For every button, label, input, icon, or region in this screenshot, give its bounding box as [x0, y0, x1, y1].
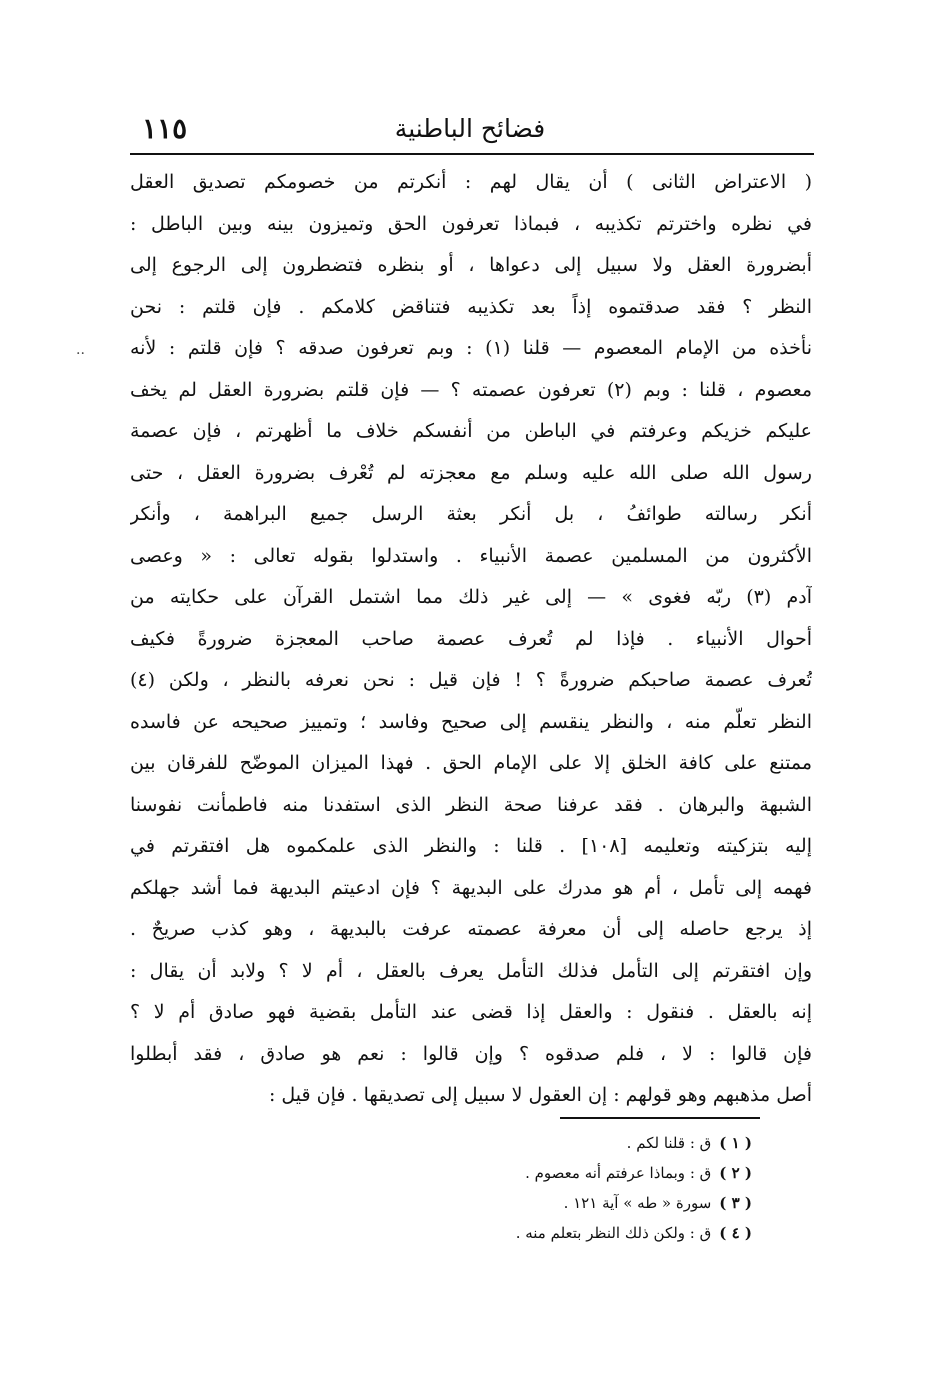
- text-line: أحوال الأنبياء . فإذا لم تُعرف عصمة صاحب المعجزة ضرورةً فكيف: [130, 627, 812, 650]
- footnote-mark: ( ٢ ): [719, 1164, 752, 1182]
- text-line: أنكر رسالته طوائفُ ، بل أنكر بعثة الرسل جميع البراهمة ، وأنكر: [130, 503, 812, 525]
- text-line: الشبهة والبرهان . فقد عرفنا صحة النظر الذى استفدنا منه فاطمأنت نفوسنا: [130, 793, 812, 816]
- text-line: إذ يرجع حاصله إلى أن معرفة عصمته عرفت بالبديهة ، وهو كذب صريحٌ .: [130, 918, 812, 940]
- text-line: الأكثرون من المسلمين عصمة الأنبياء . واستدلوا بقوله تعالى : « وعصى: [130, 544, 812, 567]
- page-header: [130, 110, 810, 152]
- text-line: النظر تعلّم منه ، والنظر ينقسم إلى صحيح وفاسد ؛ وتمييز صحيحه عن فاسده: [130, 710, 812, 733]
- main-text: [130, 162, 812, 1117]
- text-line: فإن قالوا : لا ، فلم صدقوه ؟ وإن قالوا : نعم هو صادق ، فقد أبطلوا: [130, 1042, 812, 1065]
- text-line: تُعرف عصمة صاحبكم ضرورةً ؟ ! فإن قيل : نحن نعرفه بالنظر ، ولكن (٤): [130, 669, 812, 691]
- footnote-text: ق : ولكن ذلك النظر بتعلم منه .: [515, 1224, 712, 1242]
- text-line: إنه بالعقل . فنقول : والعقل إذا قضى عند التأمل بقضية فهو صادق أم لا ؟: [130, 1001, 812, 1023]
- margin-mark: ..: [76, 342, 85, 358]
- text-line: نأخذه من الإمام المعصوم — قلنا (١) : وبم تعرفون صدقه ؟ فإن قلتم : لأنه: [130, 337, 812, 359]
- page-number: ١١٥: [142, 112, 188, 145]
- footnote-text: ق : قلنا لكم .: [626, 1134, 712, 1152]
- header-rule: [130, 153, 814, 155]
- footnote: [292, 1218, 752, 1248]
- text-line: معصوم ، قلنا : وبم (٢) تعرفون عصمته ؟ — فإن قلتم بضرورة العقل لم يخف: [130, 378, 812, 401]
- text-line: النظر ؟ فقد صدقتموه إذاً بعد تكذيبه فتناقض كلامكم . فإن قلتم : نحن: [130, 295, 812, 318]
- text-line: آدم (٣) ربّه فغوى » — إلى غير ذلك مما اشتمل القرآن على حكايته من: [130, 586, 812, 608]
- text-line: عليكم خزيكم وعرفتم في الباطن من أنفسكم خلاف ما أظهرتم ، فإن عصمة: [130, 420, 812, 442]
- text-line: فهمه إلى تأمل ، أم هو مدرك على البديهة ؟ فإن ادعيتم البديهة فما أشد جهلكم: [130, 876, 812, 899]
- text-line: في نظره واخترتم تكذيبه ، فبماذا تعرفون الحق وتميزون بينه وبين الباطل :: [130, 212, 812, 235]
- text-line: رسول الله صلى الله عليه وسلم مع معجزته لم تُعْرف بضرورة العقل ، حتى: [130, 461, 812, 484]
- footnote-mark: ( ١ ): [719, 1134, 752, 1152]
- text-line: ( الاعتراض الثانى ) أن يقال لهم : أنكرتم من خصومكم تصديق العقل: [130, 171, 812, 193]
- text-line: إليه بتزكيته وتعليمه [١٠٨] . قلنا : والنظر الذى علمكموه هل افتقرتم في: [130, 835, 812, 857]
- footnote: [292, 1188, 752, 1218]
- footnote: [292, 1128, 752, 1158]
- footnote-text: سورة « طه » آية ١٢١ .: [563, 1194, 712, 1212]
- text-line: ممتنع على كافة الخلق إلا على الإمام الحق . فهذا الميزان الموضّح للفرقان بين: [130, 752, 812, 774]
- footnotes: [292, 1128, 752, 1248]
- footnote-mark: ( ٣ ): [719, 1194, 752, 1212]
- footnote: [292, 1158, 752, 1188]
- running-title: فضائح الباطنية: [394, 114, 546, 143]
- text-line: أصل مذهبهم وهو قولهم : إن العقول لا سبيل إلى تصديقها . فإن قيل :: [268, 1084, 812, 1106]
- text-line: وإن افتقرتم إلى التأمل فذلك التأمل يعرف بالعقل ، أم لا ؟ ولابد أن يقال :: [130, 959, 812, 982]
- text-line: أبضرورة العقل ولا سبيل إلى دعواها ، أو بنظره فتضطرون إلى الرجوع إلى: [130, 254, 812, 276]
- footnote-mark: ( ٤ ): [719, 1224, 752, 1242]
- footnote-text: ق : وبماذا عرفتم أنه معصوم .: [525, 1164, 712, 1182]
- footnote-rule: [560, 1117, 760, 1119]
